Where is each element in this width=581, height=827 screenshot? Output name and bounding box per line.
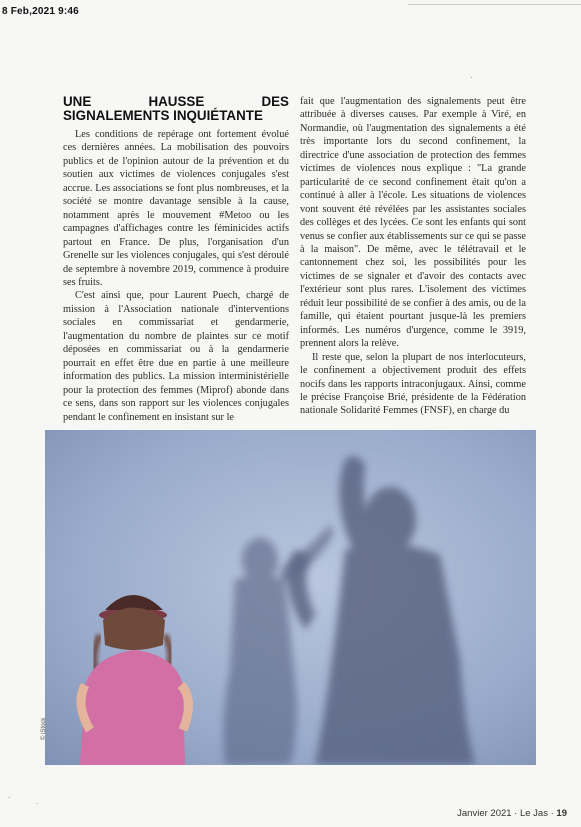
paragraph: C'est ainsi que, pour Laurent Puech, chargé de mission à l'Association nationale d'interventions sociales en commissariat et gendarmerie, l'augmentation du nombre de plaintes sur ce motif déposées en commissariat ou à la gendarmerie pourrait en effet être due en partie à une meilleure information des publics. La mission interministérielle pour la protection des femmes (Miprof) abonde dans ce sens, dans son rapport sur les violences conjugales pendant le confinement en insistant sur le xyxy=(63,290,289,423)
scan-speck: · xyxy=(470,74,473,82)
article-right-column xyxy=(300,95,526,418)
scan-speck: · xyxy=(36,800,39,808)
top-rule xyxy=(408,0,581,5)
article-title: UNE HAUSSE DES SIGNALEMENTS INQUIÉTANTE xyxy=(63,94,289,123)
paragraph: fait que l'augmentation des signalements peut être attribuée à diverses causes. Par exemple à Viré, en Normandie, où l'augmentation des signalements a été très importante lors du second confinement, la directrice d'une association de protection des femmes victimes de violences nous explique : "La grande particularité de ce second confinement était qu'on a continué à aller à l'école. Les situations de violences vont souvent été révélées par les assistantes sociales des collèges et des lycées. Ce sont les enfants qui sont venus se confier aux établissements sur ce qui se passe à la maison". De même, avec le télétravail et le cantonnement chez soi, les possibilités pour les victimes de se signaler et d'avoir des contacts avec l'extérieur sont plus rares. L'isolement des victimes réduit leur possibilité de se confier à des amis, ou de la famille, qui étaient pourtant jusque-là les premiers informés. Les numéros d'urgence, comme le 3919, prennent alors la relève. xyxy=(300,96,526,350)
issue-label: Janvier 2021 · Le Jas · xyxy=(457,808,557,819)
scan-speck: · xyxy=(8,794,11,802)
page-footer xyxy=(457,808,567,819)
article-photo xyxy=(45,430,536,765)
page-number: 19 xyxy=(556,808,567,819)
paragraph: Les conditions de repérage ont fortement évolué ces dernières années. La mobilisation des pouvoirs publics et de l'opinion autour de la prévention et du soutien aux victimes de violences conjugales s'est accrue. Les associations se font plus nombreuses, et la société se montre davantage sensible à la cause, notamment après le mouvement #Metoo ou les campagnes d'affichages contre les féminicides actifs partout en France. De plus, l'organisation d'un Grenelle sur les violences conjugales, qui s'est déroulé de septembre à novembre 2019, commence à produire ses fruits. xyxy=(63,129,289,288)
fax-timestamp: 8 Feb,2021 9:46 xyxy=(2,6,79,17)
paragraph: Il reste que, selon la plupart de nos interlocuteurs, le confinement a objectivement produit des effets nocifs dans les rapports intraconjugaux. Ainsi, comme le précise Françoise Brié, présidente de la Fédération nationale Solidarité Femmes (FNSF), en charge du xyxy=(300,351,526,417)
photo-credit: © iStock xyxy=(41,717,47,740)
article-left-column xyxy=(63,95,289,424)
shadow-scene-illustration xyxy=(45,430,536,765)
